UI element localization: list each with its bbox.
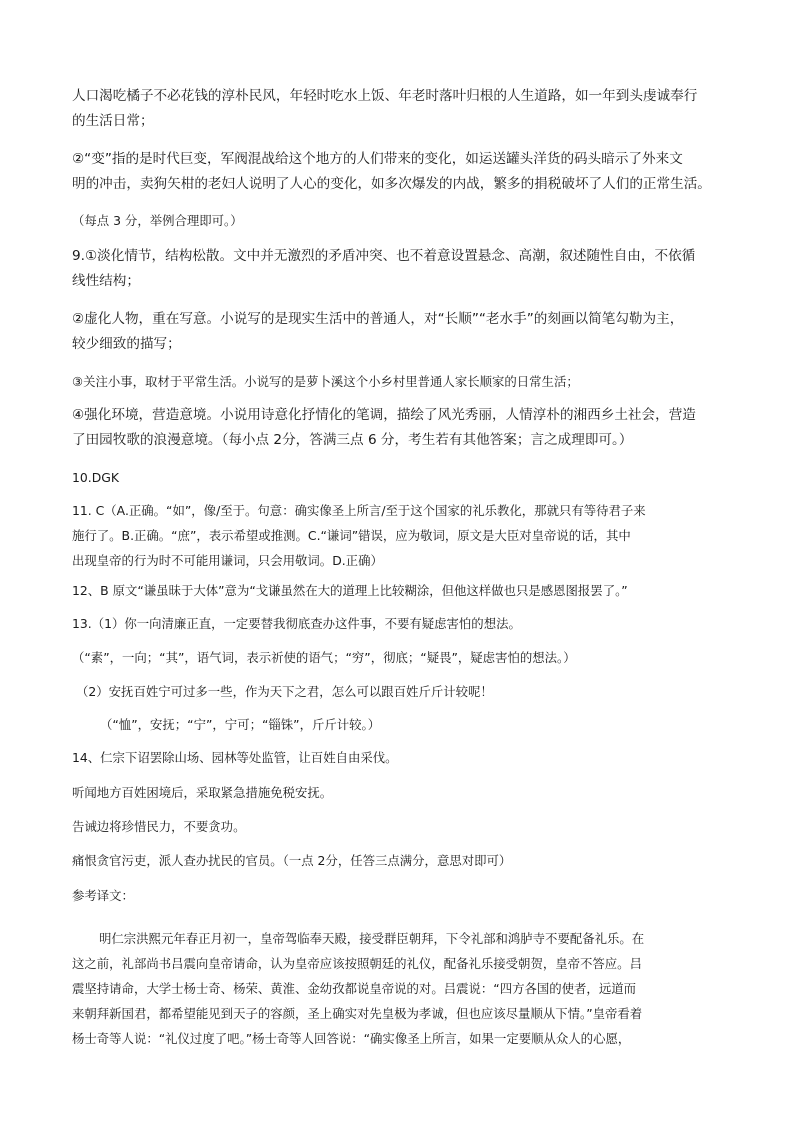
reference-translation-heading: [72, 883, 732, 908]
text-line: ②“变”指的是时代巨变，军阀混战给这个地方的人们带来的变化，如运送罐头洋货的码头暗示了外来文: [72, 151, 683, 167]
paragraph-folk-customs: [72, 84, 732, 134]
text-line: 了田园牧歌的浪漫意境。（每小点 2分，答满三点 6 分，考生若有其他答案；言之成理即可。）: [72, 432, 633, 448]
answer-12: [72, 578, 732, 603]
text-line: 听闻地方百姓困境后，采取紧急措施免税安抚。: [72, 785, 333, 800]
answer-9-point-2: [72, 307, 732, 357]
text-line: 人口渴吃橘子不必花钱的淳朴民风，年轻时吃水上饭、年老时落叶归根的人生道路，如一年到头虔诚奉行: [72, 88, 698, 104]
answer-13-part-2: [76, 679, 736, 704]
text-line: （2）安抚百姓宁可过多一些，作为天下之君，怎么可以跟百姓斤斤计较呢！: [76, 684, 493, 699]
text-line: （“素”，一向；“其”，语气词，表示祈使的语气；“穷”，彻底；“疑畏”，疑虑害怕的想法。）: [72, 650, 576, 665]
text-line: 痛恨贪官污吏，派人查办扰民的官员。（一点 2分，任答三点满分，意思对即可）: [72, 853, 512, 868]
reference-translation-body: [72, 926, 732, 1051]
scoring-note-8: [72, 208, 732, 233]
answer-13-part-1-notes: [72, 645, 732, 670]
text-line: 9.①淡化情节，结构松散。文中并无激烈的矛盾冲突、也不着意设置悬念、高潮，叙述随性自由，不依循: [72, 248, 696, 264]
text-line: （“恤”，安抚；“宁”，宁可；“锱铢”，斤斤计较。）: [100, 717, 381, 732]
text-line: 明仁宗洪熙元年春正月初一，皇帝驾临奉天殿，接受群臣朝拜，下令礼部和鸿胪寺不要配备礼乐。在: [99, 931, 645, 946]
text-line: ③关注小事，取材于平常生活。小说写的是萝卜溪这个小乡村里普通人家长顺家的日常生活；: [72, 374, 579, 389]
answer-13-part-2-notes: [100, 712, 760, 737]
text-line: （每点 3 分，举例合理即可。）: [72, 213, 243, 228]
text-line: 13.（1）你一向清廉正直，一定要替我彻底查办这件事，不要有疑虑害怕的想法。: [72, 616, 521, 631]
text-line: 参考译文：: [72, 888, 134, 903]
text-line: 震坚持请命，大学士杨士奇、杨荣、黄淮、金幼孜都说皇帝说的对。吕震说：“四方各国的使者，远道而: [72, 981, 636, 996]
answer-9-point-3: [72, 369, 732, 394]
text-line: 明的冲击，卖狗矢柑的老妇人说明了人心的变化，如多次爆发的内战，繁多的捐税破坏了人们的正常生活。: [72, 176, 711, 192]
text-line: 施行了。B.正确。“庶”，表示希望或推测。C.“谦词”错误，应为敬词，原文是大臣对皇帝说的话，其中: [72, 528, 631, 543]
text-line: 来朝拜新国君，都希望能见到天子的容颜，圣上确实对先皇极为孝诚，但也应该尽量顺从下情。”皇帝看着: [72, 1006, 643, 1021]
text-line: 10.DGK: [72, 470, 119, 485]
text-line: 的生活日常；: [72, 113, 154, 129]
answer-13-part-1: [72, 611, 732, 636]
answer-14-point-2: [72, 780, 732, 805]
text-line: 14、仁宗下诏罢除山场、园林等处监管，让百姓自由采伐。: [72, 750, 398, 765]
text-line: 线性结构；: [72, 273, 140, 289]
answer-9-point-1: [72, 244, 732, 294]
text-line: 出现皇帝的行为时不可能用谦词，只会用敬词。D.正确）: [72, 553, 383, 568]
text-line: 杨士奇等人说：“礼仪过度了吧。”杨士奇等人回答说：“确实像圣上所言，如果一定要顺从众人的心愿，: [72, 1031, 631, 1046]
text-line: 较少细致的描写；: [72, 336, 181, 352]
text-line: 12、B 原文“谦虽昧于大体”意为“戈谦虽然在大的道理上比较糊涂，但他这样做也只是感恩图报罢了。”: [72, 583, 628, 598]
answer-14-point-3: [72, 814, 732, 839]
text-line: ②虚化人物，重在写意。小说写的是现实生活中的普通人，对“长顺”“老水手”的刻画以简笔勾勒为主，: [72, 311, 684, 327]
text-line: 11. C（A.正确。“如”，像/至于。句意：确实像圣上所言/至于这个国家的礼乐教化，那就只有等待君子来: [72, 503, 646, 518]
text-line: ④强化环境，营造意境。小说用诗意化抒情化的笔调，描绘了风光秀丽，人情淳朴的湘西乡土社会，营造: [72, 407, 696, 423]
answer-14-point-1: [72, 745, 732, 770]
text-line: 告诫边将珍惜民力，不要贪功。: [72, 819, 246, 834]
answer-9-point-4: [72, 403, 732, 453]
paragraph-change-explanation: [72, 147, 732, 197]
answer-11: [72, 498, 732, 573]
answer-10: [72, 465, 732, 490]
answer-14-point-4: [72, 848, 732, 873]
text-line: 这之前，礼部尚书吕震向皇帝请命，认为皇帝应该按照朝廷的礼仪，配备礼乐接受朝贺，皇帝不答应。吕: [72, 956, 642, 971]
